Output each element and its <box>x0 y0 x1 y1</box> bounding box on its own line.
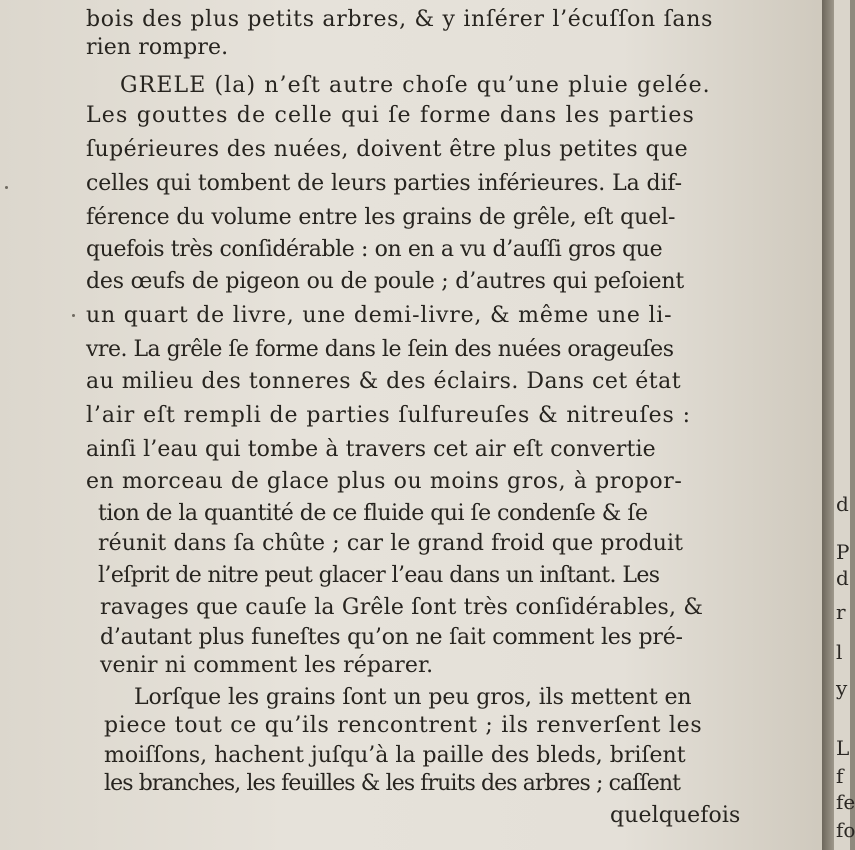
next-page-fragment: fo <box>836 818 855 842</box>
text-line: Lorſque les grains ſont un peu gros, ils mettent en <box>134 685 692 710</box>
next-page-fragment: y <box>836 676 848 700</box>
text-line: d’autant plus funeſtes qu’on ne ſait comment les pré- <box>100 625 683 650</box>
text-line: les branches, les feuilles & les fruits des arbres ; caſſent <box>104 771 681 796</box>
text-line: rien rompre. <box>86 35 229 60</box>
text-line: des œufs de pigeon ou de poule ; d’autres qui peſoient <box>86 269 684 294</box>
catchword: quelquefois <box>610 803 741 828</box>
text-line: au milieu des tonneres & des éclairs. Dans cet état <box>86 369 682 394</box>
next-page-fragment: L <box>836 736 850 760</box>
next-page-fragment: P <box>836 540 850 564</box>
next-page-fragment: l <box>836 640 843 664</box>
next-page-fragment: d <box>836 492 849 516</box>
text-line: en morceau de glace plus ou moins gros, à propor- <box>86 469 683 494</box>
next-page-fragment: d <box>836 566 849 590</box>
text-line: venir ni comment les réparer. <box>100 653 434 678</box>
next-page-fragment: f <box>836 764 844 788</box>
next-page-fragment: fe <box>836 790 855 814</box>
text-line: moiſſons, hachent juſqu’à la paille des bleds, briſent <box>104 743 686 768</box>
text-line: GRELE (la) n’eſt autre choſe qu’une pluie gelée. <box>120 73 711 98</box>
text-line: celles qui tombent de leurs parties inférieures. La dif- <box>86 171 683 196</box>
text-line: quefois très conſidérable : on en a vu d’auſſi gros que <box>86 237 663 262</box>
text-line: un quart de livre, une demi-livre, & même une li- <box>86 303 673 328</box>
text-line: l’air eſt rempli de parties ſulfureuſes & nitreuſes : <box>86 403 691 428</box>
text-line: ravages que cauſe la Grêle ſont très conſidérables, & <box>100 595 704 620</box>
text-line: Les gouttes de celle qui ſe forme dans les parties <box>86 103 696 128</box>
text-line: vre. La grêle ſe forme dans le ſein des nuées orageuſes <box>86 337 674 362</box>
text-line: réunit dans ſa chûte ; car le grand froid que produit <box>98 531 684 556</box>
text-line: tion de la quantité de ce fluide qui ſe condenſe & ſe <box>98 501 648 526</box>
next-page-edge <box>834 0 855 850</box>
text-line: bois des plus petits arbres, & y inſérer l’écuſſon ſans <box>86 7 714 32</box>
text-line: ainſi l’eau qui tombe à travers cet air eſt convertie <box>86 437 656 462</box>
text-line: ſupérieures des nuées, doivent être plus petites que <box>86 137 688 162</box>
text-line: piece tout ce qu’ils rencontrent ; ils renverſent les <box>104 713 703 738</box>
next-page-fragment: r <box>836 600 846 624</box>
text-line: l’eſprit de nitre peut glacer l’eau dans un inſtant. Les <box>98 563 660 588</box>
text-line: férence du volume entre les grains de grêle, eſt quel- <box>86 205 676 230</box>
